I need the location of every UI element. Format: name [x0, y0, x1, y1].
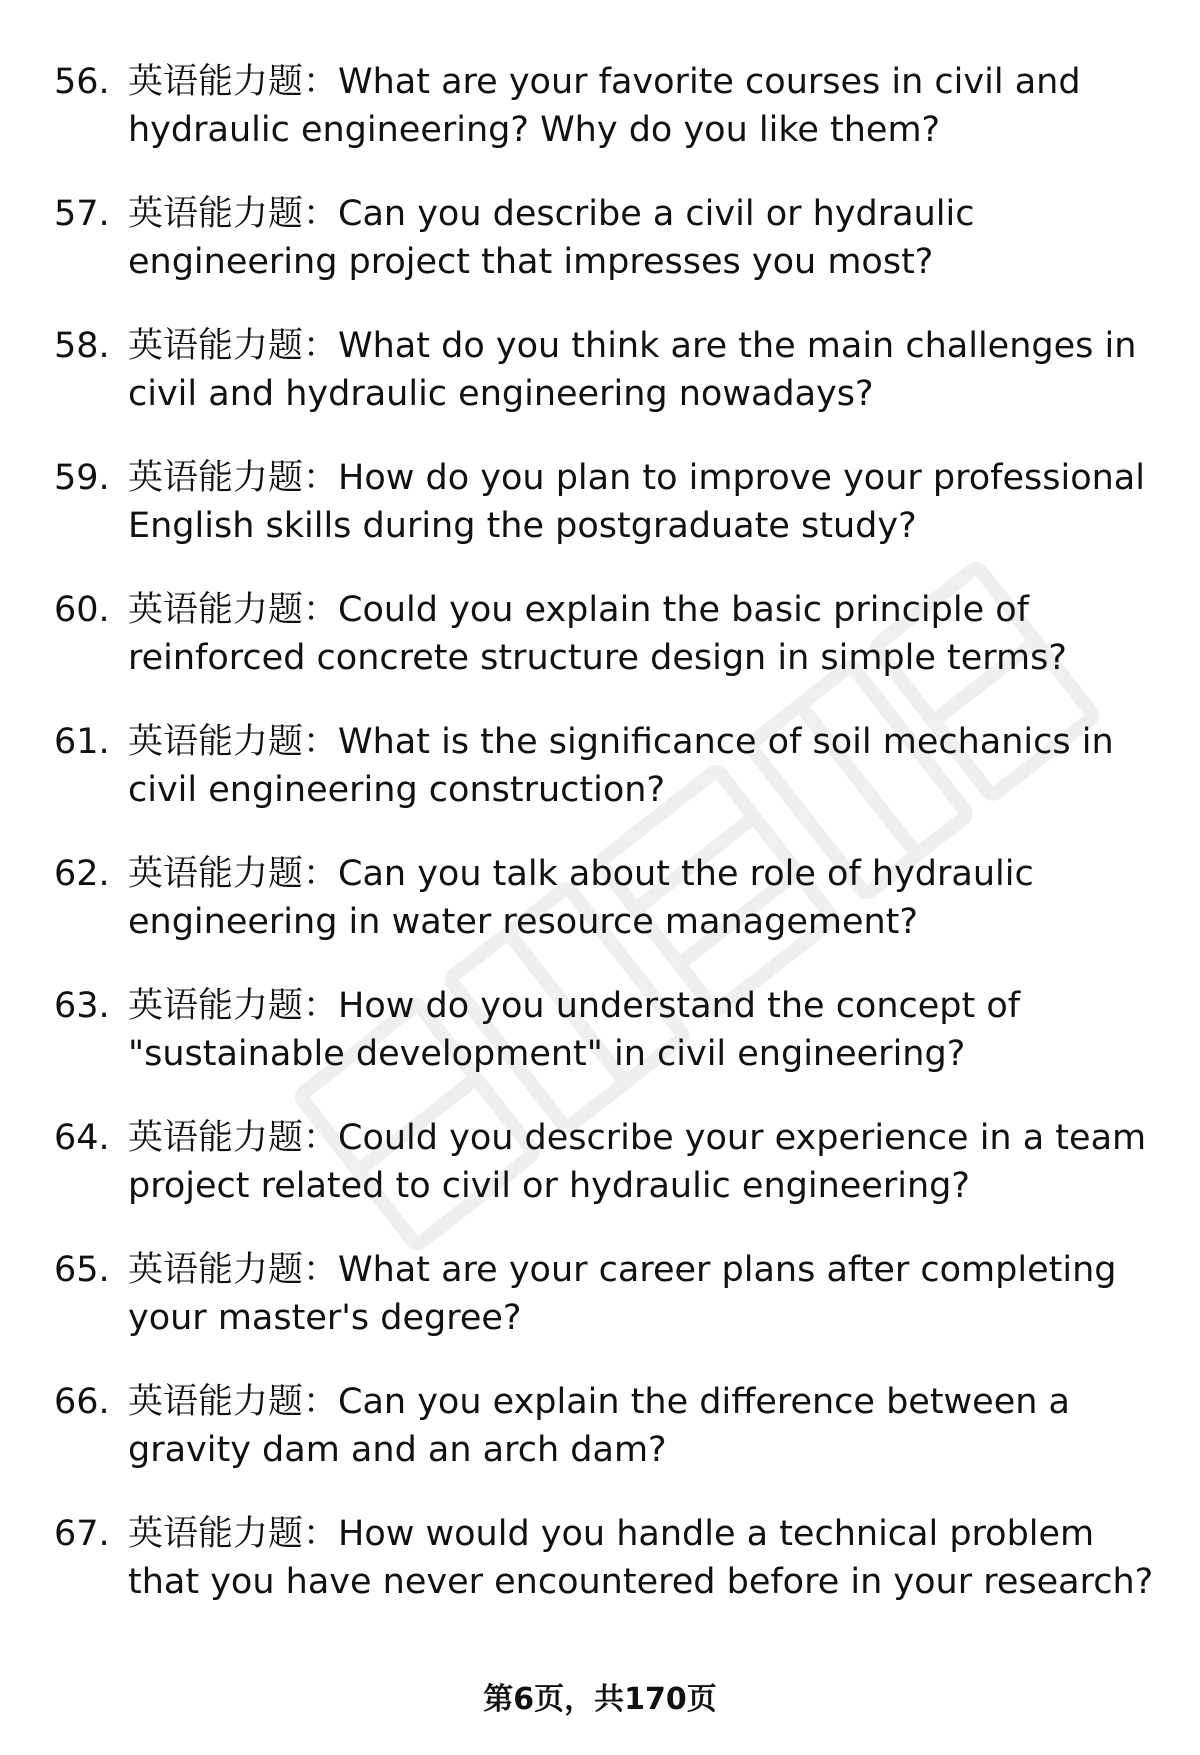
- question-number: 57.: [54, 194, 110, 234]
- question-item: [0, 586, 1200, 718]
- question-number: 59.: [54, 458, 110, 498]
- question-number: 62.: [54, 854, 110, 894]
- question-number: 63.: [54, 986, 110, 1026]
- question-number: 66.: [54, 1382, 110, 1422]
- question-number: 58.: [54, 326, 110, 366]
- question-item: [0, 1114, 1200, 1246]
- question-category: 英语能力题：: [128, 1382, 339, 1422]
- question-text: [128, 586, 1158, 682]
- question-item: [0, 1246, 1200, 1378]
- question-text: [128, 322, 1158, 418]
- question-item: [0, 1378, 1200, 1510]
- question-body: What are your favorite courses in civil and hydraulic engineering? Why do you like them?: [128, 62, 1081, 150]
- question-category: 英语能力题：: [128, 1250, 339, 1290]
- question-category: 英语能力题：: [128, 590, 339, 630]
- page-footer: 第6页，共170页: [483, 1682, 717, 1717]
- question-item: [0, 982, 1200, 1114]
- question-item: [0, 58, 1200, 190]
- question-category: 英语能力题：: [128, 458, 339, 498]
- question-number: 61.: [54, 722, 110, 762]
- question-body: How do you understand the concept of "sustainable development" in civil engineering?: [128, 986, 1021, 1074]
- question-category: 英语能力题：: [128, 722, 339, 762]
- question-text: [128, 1510, 1158, 1606]
- question-item: [0, 190, 1200, 322]
- question-text: [128, 454, 1158, 550]
- question-category: 英语能力题：: [128, 854, 339, 894]
- question-body: Can you explain the difference between a gravity dam and an arch dam?: [128, 1382, 1071, 1470]
- question-item: [0, 850, 1200, 982]
- question-text: [128, 1246, 1158, 1342]
- question-category: 英语能力题：: [128, 326, 339, 366]
- question-category: 英语能力题：: [128, 62, 339, 102]
- question-number: 56.: [54, 62, 110, 102]
- question-body: Can you talk about the role of hydraulic engineering in water resource management?: [128, 854, 1034, 942]
- question-category: 英语能力题：: [128, 194, 339, 234]
- question-body: What do you think are the main challenges in civil and hydraulic engineering nowadays?: [128, 326, 1137, 414]
- question-text: [128, 190, 1158, 286]
- question-body: Could you explain the basic principle of reinforced concrete structure design in simple terms?: [128, 590, 1067, 678]
- question-number: 60.: [54, 590, 110, 630]
- question-body: What are your career plans after completing your master's degree?: [128, 1250, 1117, 1338]
- question-item: [0, 718, 1200, 850]
- question-number: 67.: [54, 1514, 110, 1554]
- question-item: [0, 322, 1200, 454]
- question-list: [0, 58, 1200, 1642]
- question-text: [128, 58, 1158, 154]
- question-category: 英语能力题：: [128, 1514, 339, 1554]
- question-body: Could you describe your experience in a team project related to civil or hydraulic engineering?: [128, 1118, 1147, 1206]
- question-item: [0, 454, 1200, 586]
- question-text: [128, 1114, 1158, 1210]
- question-text: [128, 850, 1158, 946]
- question-number: 64.: [54, 1118, 110, 1158]
- question-category: 英语能力题：: [128, 986, 339, 1026]
- question-text: [128, 982, 1158, 1078]
- question-text: [128, 1378, 1158, 1474]
- question-body: What is the significance of soil mechanics in civil engineering construction?: [128, 722, 1114, 810]
- question-text: [128, 718, 1158, 814]
- question-body: How would you handle a technical problem that you have never encountered before in your research?: [128, 1514, 1154, 1602]
- question-body: Can you describe a civil or hydraulic engineering project that impresses you most?: [128, 194, 975, 282]
- question-category: 英语能力题：: [128, 1118, 339, 1158]
- question-number: 65.: [54, 1250, 110, 1290]
- question-body: How do you plan to improve your professional English skills during the postgraduate study?: [128, 458, 1145, 546]
- question-item: [0, 1510, 1200, 1642]
